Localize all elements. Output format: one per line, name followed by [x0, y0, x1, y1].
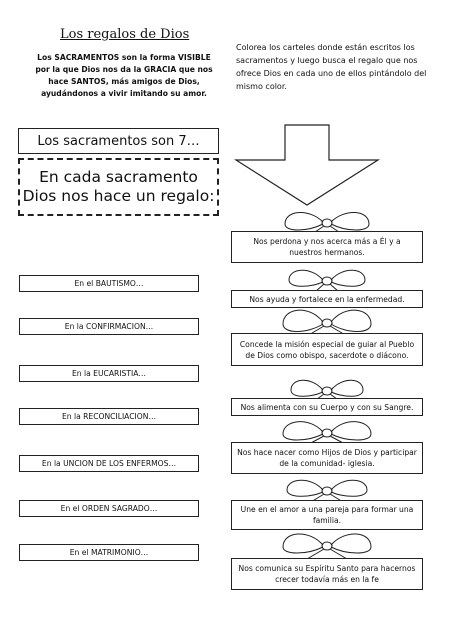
sacrament-confirmacion: En la CONFIRMACION… [19, 318, 199, 335]
page-title: Los regalos de Dios [60, 27, 190, 42]
bow-icon [287, 480, 367, 502]
sacrament-reconciliacion: En la RECONCILIACION… [19, 408, 199, 425]
heading-gift-line: En cada sacramento [39, 168, 198, 186]
gift-box: Nos ayuda y fortalece en la enfermedad. [231, 290, 423, 308]
heading-seven-sacraments: Los sacramentos son 7… [18, 128, 219, 154]
gift-box: Nos alimenta con su Cuerpo y con su Sangre. [231, 398, 423, 416]
gift-box: Nos perdona y nos acerca más a Él y a nuestros hermanos. [231, 231, 423, 263]
intro-line: ayudándonos a vivir imitando su amor. [41, 89, 207, 98]
intro-line: hace SANTOS, más amigos de Dios, [48, 77, 200, 86]
gift-box: Une en el amor a una pareja para formar una familia. [231, 500, 423, 530]
sacrament-eucaristia: En la EUCARISTIA… [19, 365, 199, 382]
intro-line: Los SACRAMENTOS son la forma VISIBLE [37, 53, 211, 62]
bow-icon [283, 534, 371, 559]
gift-box: Nos hace nacer como Hijos de Dios y participar de la comunidad- iglesia. [231, 442, 423, 474]
sacrament-orden-sagrado: En el ORDEN SAGRADO… [19, 500, 199, 517]
heading-gift-line: Dios nos hace un regalo: [22, 187, 215, 205]
gift-box: Nos comunica su Espíritu Santo para hacernos crecer todavía más en la fe [231, 558, 423, 590]
intro-line: por la que Dios nos da la GRACIA que nos [35, 65, 213, 74]
sacrament-bautismo: En el BAUTISMO… [19, 275, 199, 292]
sacrament-matrimonio: En el MATRIMONIO… [19, 544, 199, 561]
gift-box: Concede la misión especial de guiar al Pueblo de Dios como obispo, sacerdote o diácono. [231, 333, 423, 366]
bow-icon [283, 422, 371, 444]
instruction-text: Colorea los carteles donde están escritos los sacramentos y luego busca el regalo que nos ofrece Dios en cada uno de ellos pintándolo del mismo color. [236, 43, 427, 91]
bow-icon [289, 270, 365, 292]
sacrament-uncion: En la UNCION DE LOS ENFERMOS… [19, 455, 199, 472]
